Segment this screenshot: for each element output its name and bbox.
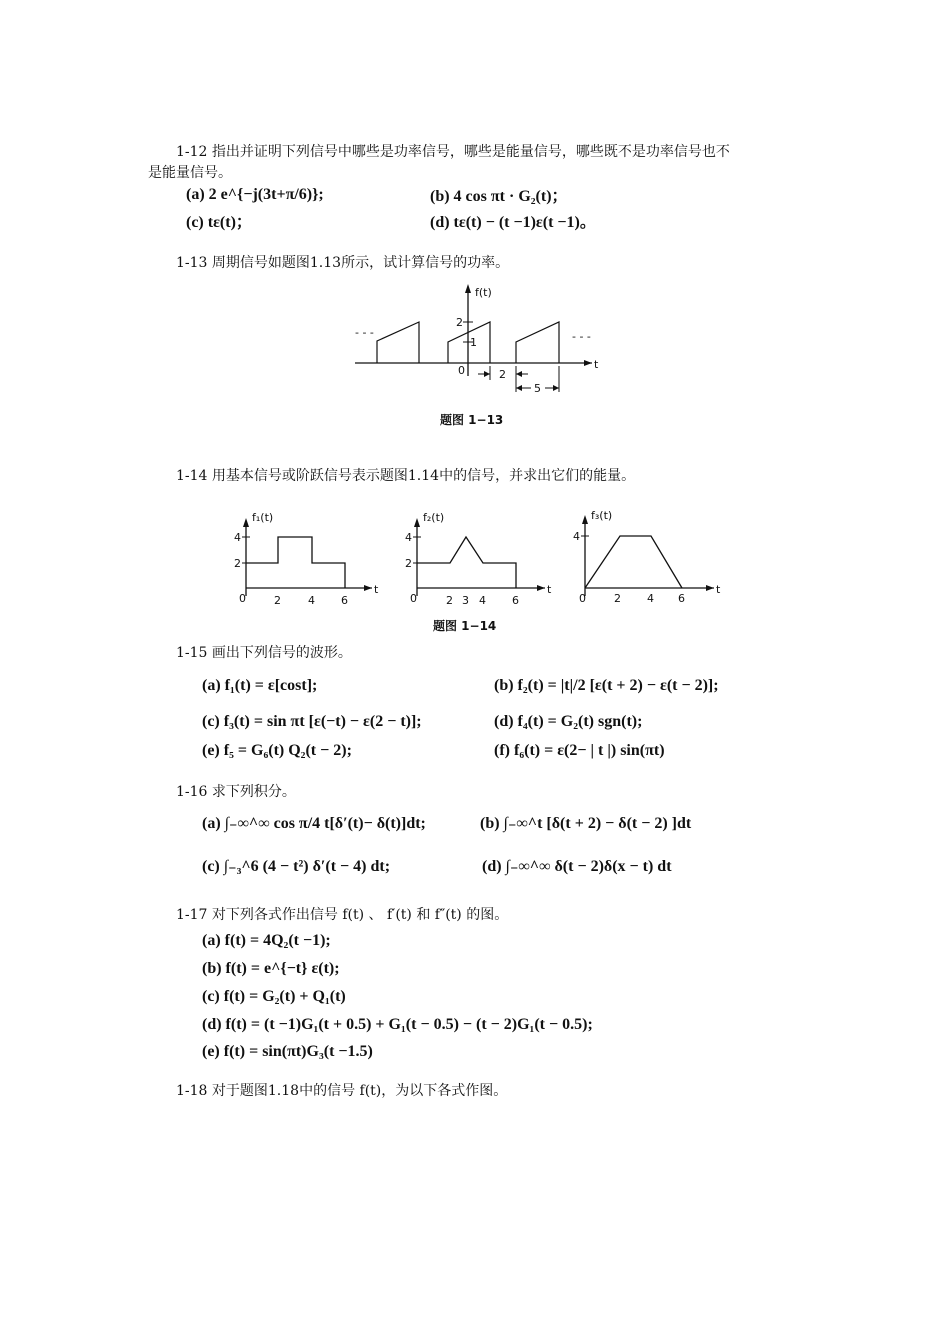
problem-1-13-title: 1-13 周期信号如题图1.13所示，试计算信号的功率。 [176,255,510,271]
fig14-f1-y4: 4 [234,531,241,544]
problem-1-16-d: (d) ∫₋∞^∞ δ(t − 2)δ(x − t) dt [482,858,672,875]
problem-1-17-title: 1-17 对下列各式作出信号 f(t) 、 f′(t) 和 f″(t) 的图。 [176,907,509,923]
problem-1-16-a: (a) ∫₋∞^∞ cos π/4 t[δ′(t)− δ(t)]dt; [202,815,426,832]
fig13-d5: 5 [534,382,541,395]
fig14-f1-x4: 4 [308,594,315,607]
problem-1-18-title: 1-18 对于题图1.18中的信号 f(t)，为以下各式作图。 [176,1083,508,1099]
problem-1-12-b: (b) 4 cos πt · G₂(t)； [430,188,568,205]
fig13-xlabel: t [594,358,599,371]
fig13-d2: 2 [499,368,506,381]
fig13-y2: 2 [456,316,463,329]
fig13-ylabel: f(t) [475,286,492,299]
fig13-dots-right: - - - [572,330,591,343]
fig14-f2-x2: 2 [446,594,453,607]
fig14-f2-x4: 4 [479,594,486,607]
problem-1-12-a: (a) 2 e^{−j(3t+π/6)}; [186,186,324,203]
figure-1-13-caption: 题图 1−13 [440,413,504,427]
problem-1-14-title: 1-14 用基本信号或阶跃信号表示题图1.14中的信号，并求出它们的能量。 [176,468,636,484]
fig13-dots-left: - - - [355,326,374,339]
problem-1-16-title: 1-16 求下列积分。 [176,784,296,800]
fig14-f1-ylabel: f₁(t) [252,511,274,524]
problem-1-12-d: (d) tε(t) − (t −1)ε(t −1)。 [430,214,596,231]
problem-1-15-a: (a) f₁(t) = ε[cost]; [202,677,318,694]
fig14-f3-x2: 2 [614,592,621,605]
problem-1-15-d: (d) f₄(t) = G₂(t) sgn(t); [494,713,643,730]
fig14-f3-xlabel: t [716,583,721,596]
fig13-y1: 1 [470,336,477,349]
fig14-f1-y2: 2 [234,557,241,570]
fig14-f2-x6: 6 [512,594,519,607]
fig14-f2-y4: 4 [405,531,412,544]
figure-1-14-caption: 题图 1−14 [433,619,497,633]
fig14-f2-xlabel: t [547,583,552,596]
fig14-f1-xlabel: t [374,583,379,596]
problem-1-15-f: (f) f₆(t) = ε(2− | t |) sin(πt) [494,742,665,759]
fig14-f2-ylabel: f₂(t) [423,511,445,524]
fig14-f2-y2: 2 [405,557,412,570]
fig14-f3-x0: 0 [579,592,586,605]
fig14-f3-x4: 4 [647,592,654,605]
problem-1-17-e: (e) f(t) = sin(πt)G₃(t −1.5) [202,1043,373,1060]
problem-1-17-c: (c) f(t) = G₂(t) + Q₁(t) [202,988,346,1005]
problem-1-16-c: (c) ∫₋₃^6 (4 − t²) δ′(t − 4) dt; [202,858,391,875]
fig14-f1-x6: 6 [341,594,348,607]
problem-1-15-e: (e) f₅ = G₆(t) Q₂(t − 2); [202,742,352,759]
fig14-f3-y4: 4 [573,530,580,543]
problem-1-15-title: 1-15 画出下列信号的波形。 [176,645,352,661]
problem-1-12-c: (c) tε(t)； [186,214,252,231]
fig13-origin: 0 [458,364,465,377]
problem-1-17-a: (a) f(t) = 4Q₂(t −1); [202,932,331,949]
fig14-f1-x0: 0 [239,592,246,605]
fig14-f3-ylabel: f₃(t) [591,509,613,522]
problem-1-17-d: (d) f(t) = (t −1)G₁(t + 0.5) + G₁(t − 0.5) − (t − 2)G₁(t − 0.5); [202,1016,593,1033]
figure-1-14 [0,0,950,640]
problem-1-15-c: (c) f₃(t) = sin πt [ε(−t) − ε(2 − t)]; [202,713,422,730]
fig14-f2-x0: 0 [410,592,417,605]
problem-1-12-title-line1: 1-12 指出并证明下列信号中哪些是功率信号，哪些是能量信号，哪些既不是功率信号也不 [176,144,730,160]
fig14-f1-x2: 2 [274,594,281,607]
fig14-f2-x3: 3 [462,594,469,607]
problem-1-12-title-line2: 是能量信号。 [148,165,232,181]
fig14-f3-x6: 6 [678,592,685,605]
problem-1-15-b: (b) f₂(t) = |t|/2 [ε(t + 2) − ε(t − 2)]; [494,677,719,694]
problem-1-17-b: (b) f(t) = e^{−t} ε(t); [202,960,340,977]
problem-1-16-b: (b) ∫₋∞^t [δ(t + 2) − δ(t − 2) ]dt [480,815,692,832]
